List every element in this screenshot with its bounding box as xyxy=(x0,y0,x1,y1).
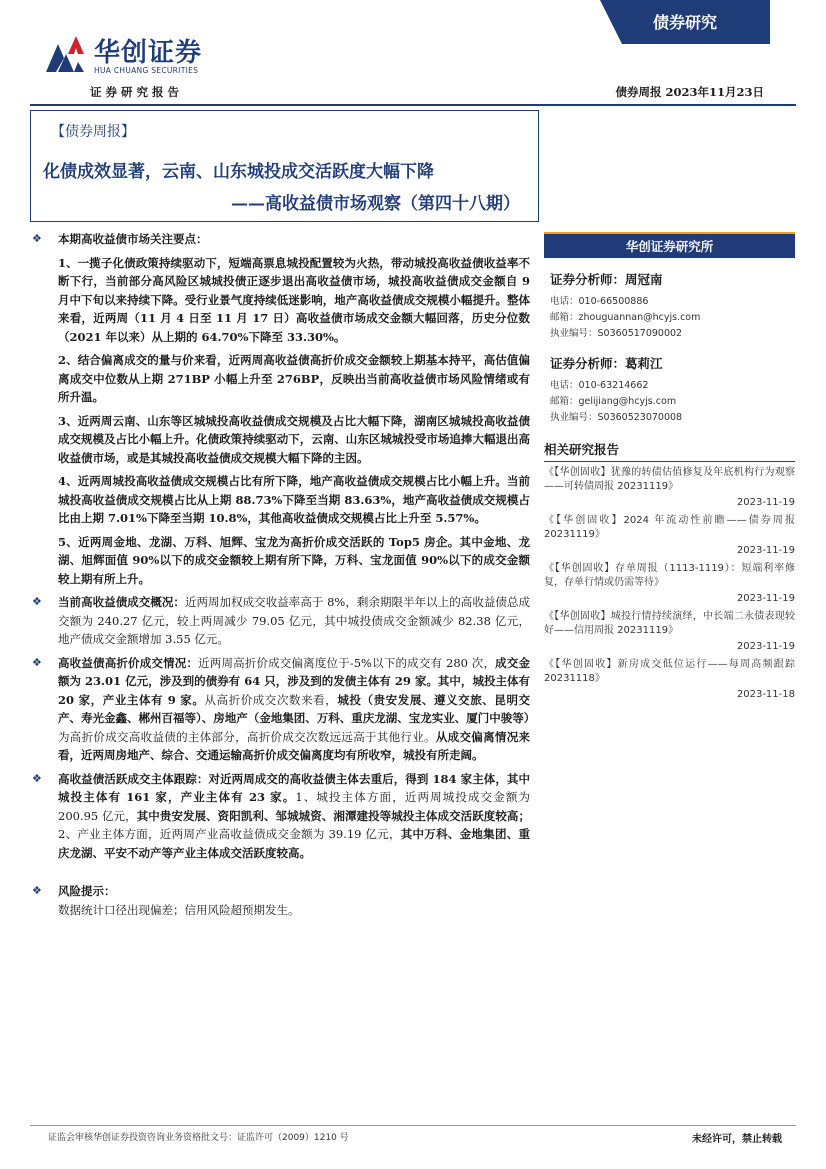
analyst-phone: 电话：010-66500886 xyxy=(550,296,649,307)
overview-text: 近两周加权成交收益率高于 8%，剩余期限半年以上的高收益债总成交额为 240.27 亿元，较上两周减少 79.05 亿元，其中城投债成交金额减少 82.38 亿元，地产债成交金额增加 3.55 亿元。 xyxy=(58,595,530,646)
footer-license: 证监会审核华创证券投资咨询业务资格批文号：证监许可（2009）1210 号 xyxy=(48,1133,349,1143)
focus-point-5: 5、近两周金地、龙湖、万科、旭辉、宝龙为高折价成交活跃的 Top5 房企。其中金地、龙湖、旭辉面值 90%以下的成交金额较上期有所下降，万科、宝龙面值 90%以下的成交金额较上期有所上升。 xyxy=(58,534,530,586)
related-report-date: 2023-11-19 xyxy=(736,497,795,508)
analyst-email[interactable]: 邮箱：gelijiang@hcyjs.com xyxy=(550,396,677,407)
discount-bold-2: 城投（贵安发展、遵义交旅、昆明交产、寿光金鑫、郴州百福等）、房地产（金地集团、万科、重庆龙湖、宝龙实业、厦门中骏等） xyxy=(58,692,536,725)
related-report-date: 2023-11-19 xyxy=(736,593,795,604)
risk-text: 数据统计口径出现偏差；信用风险超预期发生。 xyxy=(58,902,300,917)
logo-name: 华创证券 xyxy=(94,38,203,68)
risk-heading: 风险提示： xyxy=(58,884,116,898)
focus-heading: 本期高收益债市场关注要点： xyxy=(58,232,208,246)
research-category-label: 债券研究 xyxy=(652,13,717,32)
company-logo xyxy=(44,30,214,80)
active-label: 高收益债活跃成交主体跟踪： xyxy=(58,771,209,786)
sidebar xyxy=(544,232,795,706)
analyst-name: 证券分析师：周冠南 xyxy=(550,272,663,287)
related-report-link[interactable]: 《【华创固收】2024 年流动性前瞻——债券周报 20231119》 xyxy=(544,515,795,540)
logo-english-name: HUA CHUANG SECURITIES xyxy=(94,66,199,75)
analyst-phone: 电话：010-63214662 xyxy=(550,380,649,391)
footer-notice: 未经许可，禁止转载 xyxy=(692,1134,782,1145)
logo-mark-icon xyxy=(44,34,86,74)
discount-text-3: 为高折价成交高收益债的主体部分，高折价成交次数远远高于其他行业。 xyxy=(58,729,436,744)
focus-point-4: 4、近两周城投高收益债成交规模占比有所下降，地产高收益债成交规模占比小幅上升。当前城投高收益债成交规模占比从上期 88.73%下降至当期 83.63%，地产高收益债成交规模占比由上期 7.01%下降至当期 10.8%，其他高收益债成交规模占比上升至 5.57%。 xyxy=(58,474,530,525)
analyst-license: 执业编号：S0360523070008 xyxy=(550,412,683,423)
report-subtitle: ——高收益债市场观察（第四十八期） xyxy=(231,194,520,214)
discount-paragraph xyxy=(58,654,536,765)
related-report-link[interactable]: 《【华创固收】城投行情持续演绎，中长端二永债表现较好——信用周报 20231119》 xyxy=(544,611,795,636)
overview-paragraph xyxy=(58,593,530,649)
discount-bold-3: 从成交偏离情况来看，近两周房地产、综合、交通运输高折价成交偏离度均有所收窄，城投有所走阔。 xyxy=(58,729,530,762)
diamond-bullet-icon: ❖ xyxy=(32,771,42,785)
header-divider xyxy=(30,104,796,106)
risk-section xyxy=(30,882,530,919)
analyst-card xyxy=(544,342,795,426)
analyst-license: 执业编号：S0360517090002 xyxy=(550,328,683,339)
related-report-date: 2023-11-19 xyxy=(736,545,795,556)
research-category-tab xyxy=(600,0,770,44)
active-text-1: 1、城投主体方面，近两周城投成交金额为 200.95 亿元， xyxy=(58,790,530,823)
institute-header: 华创证券研究所 xyxy=(544,232,795,258)
overview-section xyxy=(30,593,530,649)
discount-bold-1: 成交金额为 23.01 亿元，涉及到的债券有 64 只，涉及到的发债主体有 29 家。其中，城投主体有 20 家，产业主体有 9 家。 xyxy=(58,655,531,707)
active-section xyxy=(30,770,530,863)
focus-point-2: 2、结合偏离成交的量与价来看，近两周高收益债高折价成交金额较上期基本持平，高估值偏离成交中位数从上期 271BP 小幅上升至 276BP，反映出当前高收益债市场风险情绪或有所升温。 xyxy=(58,353,530,404)
active-paragraph xyxy=(58,770,530,863)
active-bold-2: 其中贵安发展、资阳凯利、邹城城资、湘潭建投等城投主体成交活跃度较高； xyxy=(136,808,530,823)
active-bold-1: 对近两周成交的高收益债主体去重后，得到 184 家主体，其中城投主体有 161 家，产业主体有 23 家。 xyxy=(58,771,530,804)
related-reports-title: 相关研究报告 xyxy=(544,440,795,462)
diamond-bullet-icon: ❖ xyxy=(32,884,42,897)
main-content xyxy=(30,230,536,919)
related-report-link[interactable]: 《【华创固收】新房成交低位运行——每周高频跟踪 20231118》 xyxy=(544,659,795,684)
report-tag: 【债券周报】 xyxy=(51,124,135,140)
discount-text-2: 从高折价成交次数来看， xyxy=(204,692,338,707)
related-report-link[interactable]: 《【华创固收】犹豫的转债估值修复及年底机构行为观察——可转债周报 20231119》 xyxy=(544,467,795,492)
footer-divider xyxy=(30,1125,796,1126)
discount-text-1: 近两周高折价成交偏离度位于-5%以下的成交有 280 次， xyxy=(198,655,496,670)
analyst-card xyxy=(544,258,795,342)
related-report-date: 2023-11-19 xyxy=(736,641,795,652)
focus-section xyxy=(30,230,530,588)
diamond-bullet-icon: ❖ xyxy=(32,232,42,245)
analyst-name: 证券分析师：葛莉江 xyxy=(550,356,663,371)
focus-point-1: 1、一揽子化债政策持续驱动下，短端高票息城投配置较为火热，带动城投高收益债收益率不断下行，当前部分高风险区城城投债正逐步退出高收益债市场，城投高收益债成交金额自 9 月中下旬以来持续下降。受行业景气度持续低迷影响，地产高收益债成交规模小幅提升。整体来看，近两周（11 月 4 日至 11 月 17 日）高收益债市场成交金额大幅回落，历史分位数（2021 年以来）从上期的 64.70%下降至 33.30%。 xyxy=(58,255,530,344)
active-text-2: 2、产业主体方面，近两周产业高收益债成交金额为 39.19 亿元， xyxy=(58,827,401,841)
report-title: 化债成效显著，云南、山东城投成交活跃度大幅下降 xyxy=(43,162,434,182)
report-date: 债券周报 2023年11月23日 xyxy=(615,85,764,99)
related-report-date: 2023-11-18 xyxy=(736,689,795,700)
discount-section xyxy=(30,654,536,765)
active-bold-3: 其中万科、金地集团、重庆龙湖、平安不动产等产业主体成交活跃度较高。 xyxy=(58,827,530,860)
diamond-bullet-icon: ❖ xyxy=(32,655,42,669)
focus-point-3: 3、近两周云南、山东等区城城投高收益债成交规模及占比大幅下降，湖南区城城投高收益债成交规模及占比小幅上升。化债政策持续驱动下，云南、山东区城城投受市场追捧大幅退出高收益债市场，或是其城投高收益债成交规模大幅下降的主因。 xyxy=(58,413,530,465)
analyst-email[interactable]: 邮箱：zhouguannan@hcyjs.com xyxy=(550,312,701,323)
discount-label: 高收益债高折价成交情况： xyxy=(58,655,199,670)
diamond-bullet-icon: ❖ xyxy=(32,595,42,608)
report-type: 证券研究报告 xyxy=(90,85,183,99)
overview-label: 当前高收益债成交概况： xyxy=(58,595,185,609)
related-report-link[interactable]: 《【华创固收】存单周报（1113-1119）：短端利率修复，存单行情或仍需等待》 xyxy=(544,563,795,588)
related-reports-list xyxy=(544,462,795,702)
title-box xyxy=(30,110,539,222)
